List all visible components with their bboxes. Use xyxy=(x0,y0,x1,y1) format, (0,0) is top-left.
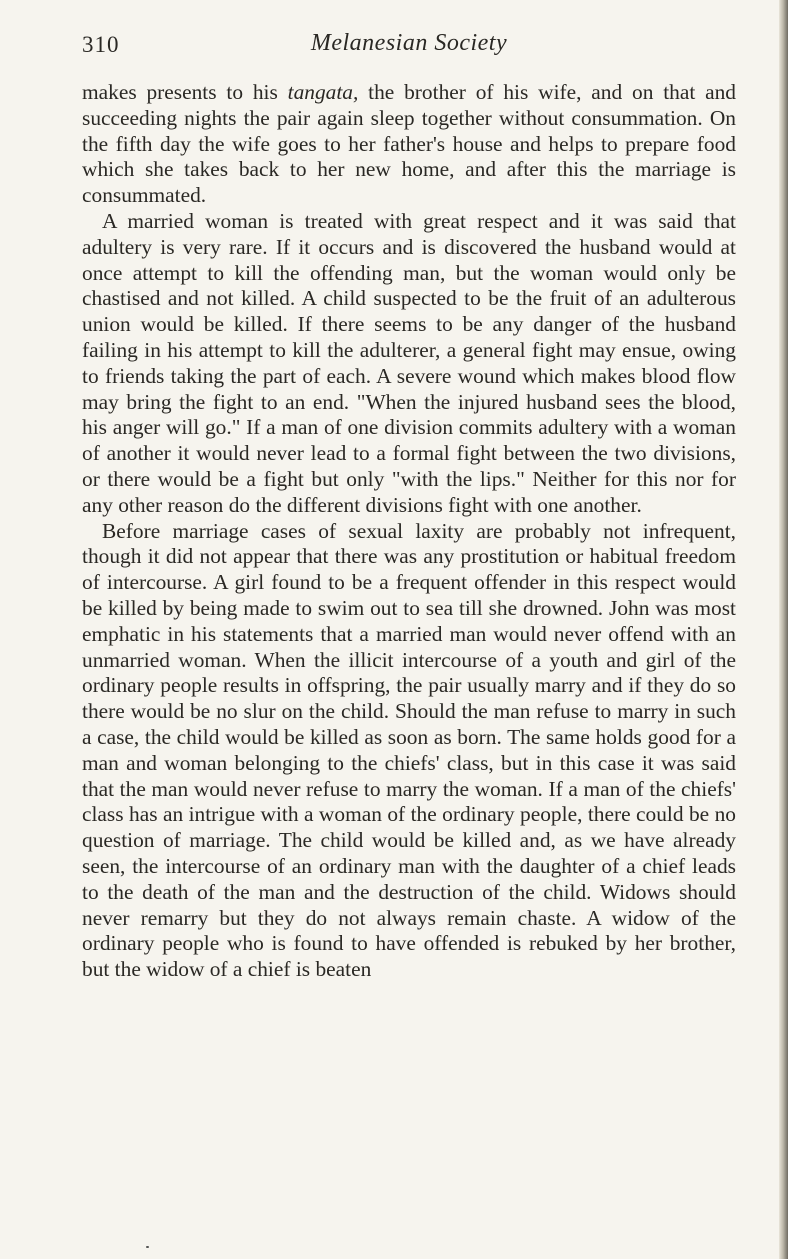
body-text xyxy=(82,80,736,983)
paragraph-continuation xyxy=(82,80,736,209)
paragraph-premarital: Before marriage cases of sexual laxity are probably not infrequent, though it did not appear that there was any prostitution or habitual freedom of intercourse. A girl found to be a frequent offender in this respect would be killed by being made to swim out to sea till she drowned. John was most emphatic in his statements that a married man would never offend with an unmarried woman. When the illicit intercourse of a youth and girl of the ordinary people results in offspring, the pair usually marry and if they do so there would be no slur on the child. Should the man refuse to marry in such a case, the child would be killed as soon as born. The same holds good for a man and woman belonging to the chiefs' class, but in this case it was said that the man would never refuse to marry the woman. If a man of the chiefs' class has an intrigue with a woman of the ordinary people, there could be no question of marriage. The child would be killed and, as we have already seen, the intercourse of an ordinary man with the daughter of a chief leads to the death of the man and the destruction of the child. Widows should never remarry but they do not always remain chaste. A widow of the ordinary people who is found to have offended is rebuked by her brother, but the widow of a chief is beaten xyxy=(82,518,736,982)
page-header xyxy=(82,28,736,64)
page-number: 310 xyxy=(82,32,120,57)
italic-term: tangata, xyxy=(287,80,359,104)
running-title: Melanesian Society xyxy=(310,30,508,56)
paragraph-text-start: makes presents to his xyxy=(82,80,288,104)
page-edge-shadow xyxy=(779,0,788,1259)
scan-speck xyxy=(146,1246,149,1248)
paragraph-text-end: the brother of his wife, and on that and succeeding nights the pair again sleep together without consummation. On the fifth day the wife goes to her father's house and helps to prepare food which she takes back to her new home, and after this the marriage is consummated. xyxy=(82,80,736,208)
paragraph-adultery: A married woman is treated with great respect and it was said that adultery is very rare. If it occurs and is discovered the husband would at once attempt to kill the offending man, but the woman would only be chastised and not killed. A child suspected to be the fruit of an adulterous union would be killed. If there seems to be any danger of the husband failing in his attempt to kill the adulterer, a general fight may ensue, owing to friends taking the part of each. A severe wound which makes blood flow may bring the fight to an end. "When the injured husband sees the blood, his anger will go." If a man of one division commits adultery with a woman of another it would never lead to a formal fight between the two divisions, or there would be a fight but only "with the lips." Neither for this nor for any other reason do the different divisions fight with one another. xyxy=(82,208,736,517)
